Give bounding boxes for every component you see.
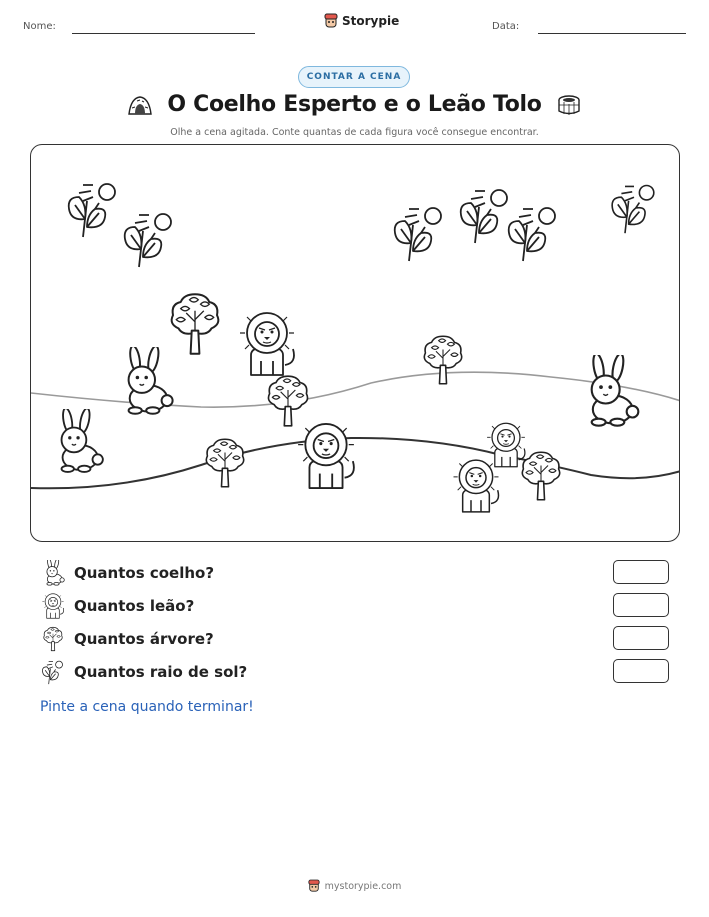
rabbit-icon <box>40 560 66 586</box>
answer-box[interactable] <box>613 659 669 683</box>
rabbit-figure[interactable] <box>573 355 643 431</box>
activity-tag <box>298 66 410 88</box>
page-footer <box>0 879 709 893</box>
cave-icon <box>127 94 153 116</box>
question-row <box>40 626 680 652</box>
well-icon <box>556 94 582 116</box>
question-text: Quantos leão? <box>74 597 195 615</box>
counting-scene[interactable] <box>30 144 680 542</box>
brand <box>324 13 399 29</box>
tree-icon <box>40 626 66 652</box>
rabbit-figure[interactable] <box>111 347 177 419</box>
lion-icon <box>40 593 66 619</box>
title-row <box>0 92 709 117</box>
activity-tag-label: CONTAR A CENA <box>306 72 402 82</box>
coloring-instruction: Pinte a cena quando terminar! <box>40 699 254 715</box>
date-label: Data: <box>492 21 520 32</box>
question-text: Quantos coelho? <box>74 564 215 582</box>
sunbeam-figure[interactable] <box>503 203 563 263</box>
question-row <box>40 593 680 619</box>
rabbit-figure[interactable] <box>45 409 107 477</box>
answer-box[interactable] <box>613 593 669 617</box>
lion-figure[interactable] <box>237 309 297 379</box>
answer-box[interactable] <box>613 626 669 650</box>
sunbeam-figure[interactable] <box>119 209 179 269</box>
question-row <box>40 560 680 586</box>
question-row <box>40 659 680 685</box>
lion-figure[interactable] <box>451 457 501 515</box>
sunbeam-icon <box>40 659 66 685</box>
storypie-logo-icon <box>324 13 338 29</box>
name-label: Nome: <box>23 21 56 32</box>
date-line[interactable] <box>538 33 686 34</box>
tree-figure[interactable] <box>421 333 465 387</box>
footer-url[interactable]: mystorypie.com <box>324 880 402 892</box>
question-text: Quantos raio de sol? <box>74 663 248 681</box>
sunbeam-figure[interactable] <box>63 179 123 239</box>
lion-figure[interactable] <box>295 421 357 491</box>
page-subtitle: Olhe a cena agitada. Conte quantas de cada figura você consegue encontrar. <box>170 127 539 138</box>
page-title: O Coelho Esperto e o Leão Tolo <box>167 92 542 117</box>
sunbeam-figure[interactable] <box>607 181 661 235</box>
brand-name: Storypie <box>342 14 400 28</box>
question-text: Quantos árvore? <box>74 630 214 648</box>
name-line[interactable] <box>72 33 255 34</box>
answer-box[interactable] <box>613 560 669 584</box>
sunbeam-figure[interactable] <box>389 203 449 263</box>
tree-figure[interactable] <box>203 435 247 491</box>
storypie-logo-icon <box>308 879 320 893</box>
